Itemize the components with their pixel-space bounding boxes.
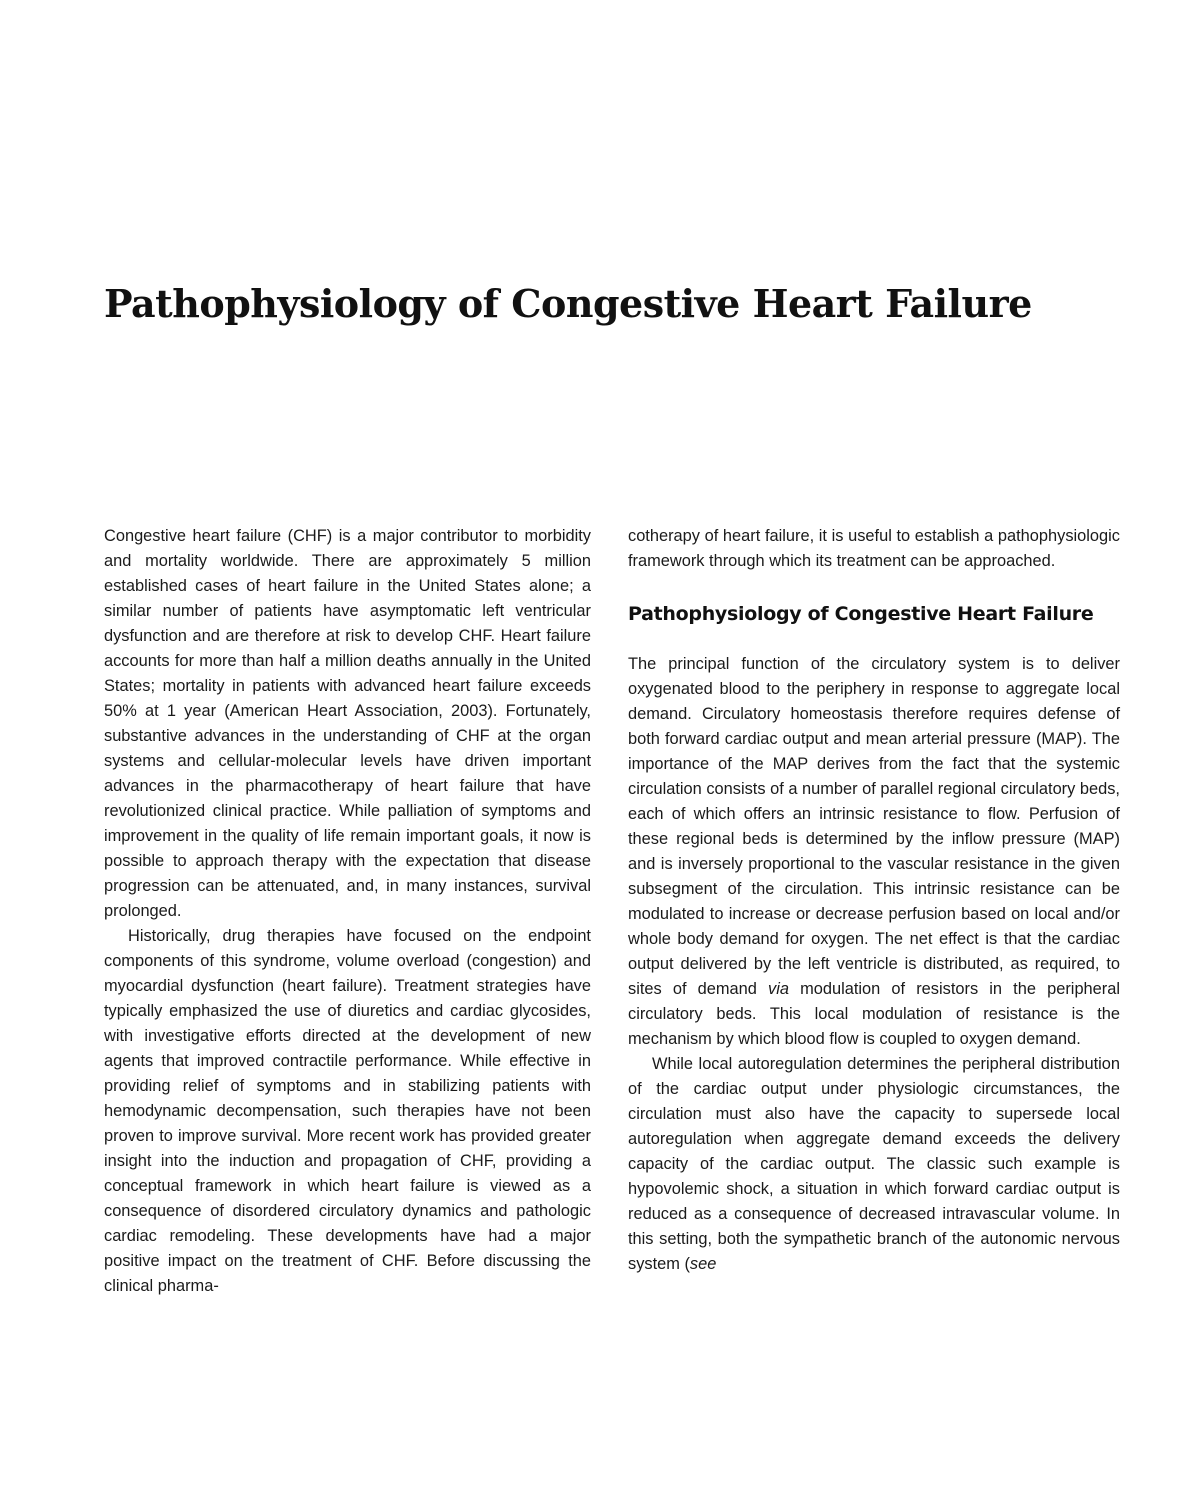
section-paragraph-2 xyxy=(628,1052,1120,1277)
section-heading: Pathophysiology of Congestive Heart Failure xyxy=(628,603,1094,625)
history-paragraph: Historically, drug therapies have focused on the endpoint components of this syndrome, volume overload (congestion) and myocardial dysfunction (heart failure). Treatment strategies have typically emphasized the use of diuretics and cardiac glycosides, with investigative efforts directed at the development of new agents that improved contractile performance. While effective in providing relief of symptoms and in stabilizing patients with hemodynamic decompensation, such therapies have not been proven to improve survival. More recent work has provided greater insight into the induction and propagation of CHF, providing a conceptual framework in which heart failure is viewed as a consequence of disordered circulatory dynamics and pathologic cardiac remodeling. These developments have had a major positive impact on the treatment of CHF. Before discussing the clinical pharma- xyxy=(104,927,591,1295)
section-paragraph-2-text-a: While local autoregulation determines the peripheral distribution of the cardiac output under physiologic circumstances, the circulation must also have the capacity to supersede local autoregulation when aggregate demand exceeds the delivery capacity of the cardiac output. The classic such example is hypovolemic shock, a situation in which forward cardiac output is reduced as a consequence of decreased intravascular volume. In this setting, both the sympathetic branch of the autonomic nervous system ( xyxy=(628,1055,1120,1273)
left-column xyxy=(104,524,591,1299)
section-paragraph-1-italic: via xyxy=(768,980,789,998)
intro-paragraph: Congestive heart failure (CHF) is a major contributor to morbidity and mortality worldwide. There are approximately 5 million established cases of heart failure in the United States alone; a similar number of patients have asymptomatic left ventricular dysfunction and are therefore at risk to develop CHF. Heart failure accounts for more than half a million deaths annually in the United States; mortality in patients with advanced heart failure exceeds 50% at 1 year (American Heart Association, 2003). Fortunately, substantive advances in the understanding of CHF at the organ systems and cellular-molecular levels have driven important advances in the pharmacotherapy of heart failure that have revolutionized clinical practice. While palliation of symptoms and improvement in the quality of life remain important goals, it now is possible to approach therapy with the expectation that disease progression can be attenuated, and, in many instances, survival prolonged. xyxy=(104,527,591,920)
section-paragraph-1-text-b: modulation of resistors in the peripheral circulatory beds. This local modulation of resistance is the mechanism by which blood flow is coupled to oxygen demand. xyxy=(628,980,1121,1048)
continuation-paragraph: cotherapy of heart failure, it is useful to establish a pathophysiologic framework through which its treatment can be approached. xyxy=(628,527,1120,570)
page-title: Pathophysiology of Congestive Heart Failure xyxy=(104,281,1032,326)
right-column xyxy=(628,524,1120,1277)
section-paragraph-1-text-a: The principal function of the circulatory system is to deliver oxygenated blood to the periphery in response to aggregate local demand. Circulatory homeostasis therefore requires defense of both forward cardiac output and mean arterial pressure (MAP). The importance of the MAP derives from the fact that the systemic circulation consists of a number of parallel regional circulatory beds, each of which offers an intrinsic resistance to flow. Perfusion of these regional beds is determined by the inflow pressure (MAP) and is inversely proportional to the vascular resistance in the given subsegment of the circulation. This intrinsic resistance can be modulated to increase or decrease perfusion based on local and/or whole body demand for oxygen. The net effect is that the cardiac output delivered by the left ventricle is distributed, as required, to sites of demand xyxy=(628,655,1120,998)
section-paragraph-2-italic: see xyxy=(689,1255,717,1273)
section-paragraph-1 xyxy=(628,652,1120,1052)
